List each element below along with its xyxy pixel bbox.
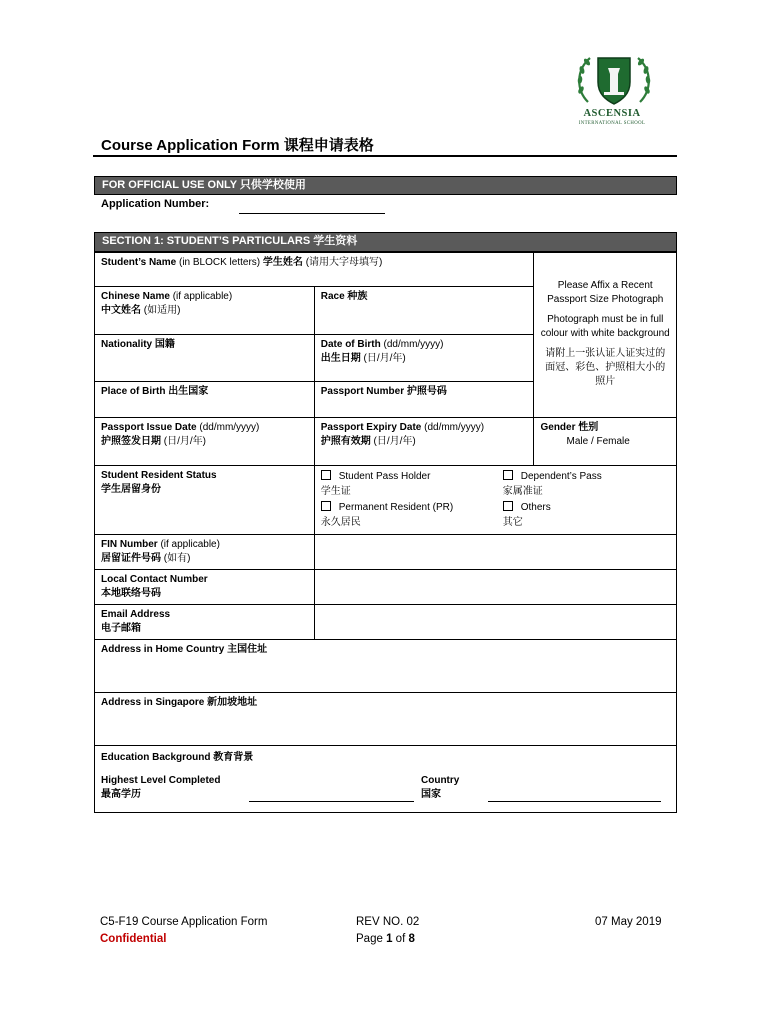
passport-number-field[interactable]: Passport Number 护照号码: [314, 382, 534, 418]
option-others[interactable]: Others 其它: [502, 502, 551, 528]
application-number-field[interactable]: [239, 200, 385, 214]
section1-header: SECTION 1: STUDENT’S PARTICULARS 学生资料: [94, 232, 677, 252]
email-input[interactable]: [314, 605, 676, 640]
option-dependents-pass[interactable]: Dependent’s Pass 家属准证: [502, 471, 602, 497]
option-student-pass[interactable]: Student Pass Holder 学生证: [320, 471, 431, 497]
option-permanent-resident[interactable]: Permanent Resident (PR) 永久居民: [320, 502, 454, 528]
passport-issue-date-field[interactable]: Passport Issue Date (dd/mm/yyyy) 护照签发日期 (日/月/年): [95, 418, 315, 466]
dob-field[interactable]: Date of Birth (dd/mm/yyyy) 出生日期 (日/月/年): [314, 335, 534, 382]
resident-status-label-cell: Student Resident Status 学生居留身份: [95, 466, 315, 535]
checkbox-icon[interactable]: [321, 470, 331, 480]
official-use-header: FOR OFFICIAL USE ONLY 只供学校使用: [94, 176, 677, 195]
footer-revision: REV NO. 02: [356, 916, 420, 928]
student-name-field[interactable]: Student’s Name (in BLOCK letters) 学生姓名 (请用大字母填写): [95, 253, 534, 287]
gender-field[interactable]: Gender 性别 Male / Female: [534, 418, 677, 466]
contact-label-cell: Local Contact Number 本地联络号码: [95, 570, 315, 605]
footer-confidential: Confidential: [100, 933, 167, 945]
fin-input[interactable]: [314, 535, 676, 570]
photo-box[interactable]: Please Affix a Recent Passport Size Photograph Photograph must be in full colour with white background 请附上一张认证人证实过的面冠、彩色、护照相大小的照片: [534, 253, 677, 418]
place-of-birth-field[interactable]: Place of Birth 出生国家: [95, 382, 315, 418]
email-label-cell: Email Address 电子邮箱: [95, 605, 315, 640]
footer-date: 07 May 2019: [595, 916, 662, 928]
chinese-name-field[interactable]: Chinese Name (if applicable) 中文姓名 (如适用): [95, 287, 315, 335]
contact-input[interactable]: [314, 570, 676, 605]
footer-page-number: Page 1 of 8: [356, 933, 415, 945]
school-name: ASCENSIA: [583, 108, 641, 119]
footer-doc-name: C5-F19 Course Application Form: [100, 916, 268, 928]
nationality-field[interactable]: Nationality 国籍: [95, 335, 315, 382]
student-particulars-table: [94, 252, 677, 813]
checkbox-icon[interactable]: [503, 470, 513, 480]
home-address-field[interactable]: Address in Home Country 主国住址: [95, 640, 677, 693]
country-input[interactable]: [488, 787, 661, 802]
highest-level-input[interactable]: [249, 787, 414, 802]
singapore-address-field[interactable]: Address in Singapore 新加坡地址: [95, 693, 677, 746]
checkbox-icon[interactable]: [321, 501, 331, 511]
education-background-field: Education Background 教育背景 Highest Level Completed 最高学历 Country 国家: [95, 746, 677, 813]
race-field[interactable]: Race 种族: [314, 287, 534, 335]
page-title: Course Application Form 课程申请表格: [101, 137, 374, 154]
passport-expiry-date-field[interactable]: Passport Expiry Date (dd/mm/yyyy) 护照有效期 (日/月/年): [314, 418, 534, 466]
checkbox-icon[interactable]: [503, 501, 513, 511]
fin-label-cell: FIN Number (if applicable) 居留证件号码 (如有): [95, 535, 315, 570]
gender-options[interactable]: Male / Female: [566, 436, 630, 447]
school-subtitle: INTERNATIONAL SCHOOL: [578, 121, 646, 126]
resident-status-options: [314, 466, 676, 535]
title-divider: [93, 155, 677, 157]
application-number-label: Application Number:: [101, 198, 210, 210]
